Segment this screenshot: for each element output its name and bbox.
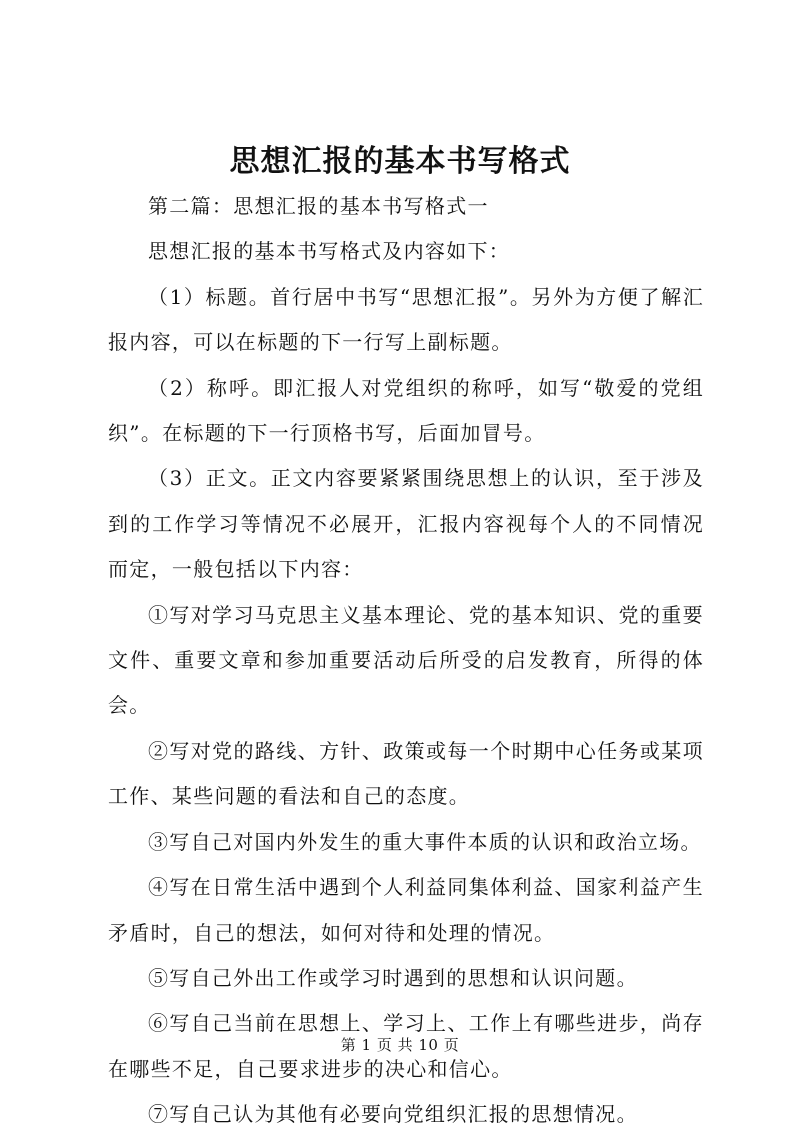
paragraph-intro: 思想汇报的基本书写格式及内容如下：: [148, 239, 511, 264]
paragraph-item-salutation: （2）称呼。即汇报人对党组织的称呼，如写“敬爱的党组织”。在标题的下一行顶格书写，后面加冒号。: [108, 375, 704, 446]
paragraph-item-body: （3）正文。正文内容要紧紧围绕思想上的认识，至于涉及到的工作学习等情况不必展开，汇报内容视每个人的不同情况而定，一般包括以下内容：: [108, 466, 704, 582]
document-body: [108, 184, 704, 1138]
page-footer: 第 1 页 共 10 页: [340, 1036, 460, 1054]
paragraph-point-6: ⑥写自己当前在思想上、学习上、工作上有哪些进步，尚存在哪些不足，自己要求进步的决心和信心。: [108, 1011, 704, 1081]
paragraph-item-title: （1）标题。首行居中书写“思想汇报”。另外为方便了解汇报内容，可以在标题的下一行写上副标题。: [108, 284, 704, 355]
paragraph-point-1: ①写对学习马克思主义基本理论、党的基本知识、党的重要文件、重要文章和参加重要活动后所受的启发教育，所得的体会。: [108, 602, 704, 718]
paragraph-section-heading: 第二篇：思想汇报的基本书写格式一: [148, 194, 489, 218]
paragraph-point-3: ③写自己对国内外发生的重大事件本质的认识和政治立场。: [148, 829, 702, 854]
paragraph-point-7: ⑦写自己认为其他有必要向党组织汇报的思想情况。: [148, 1102, 638, 1127]
document-title: 思想汇报的基本书写格式: [229, 144, 571, 179]
paragraph-point-5: ⑤写自己外出工作或学习时遇到的思想和认识问题。: [148, 965, 638, 990]
paragraph-point-4: ④写在日常生活中遇到个人利益同集体利益、国家利益产生矛盾时，自己的想法，如何对待和处理的情况。: [108, 875, 704, 945]
paragraph-point-2: ②写对党的路线、方针、政策或每一个时期中心任务或某项工作、某些问题的看法和自己的态度。: [108, 738, 704, 809]
